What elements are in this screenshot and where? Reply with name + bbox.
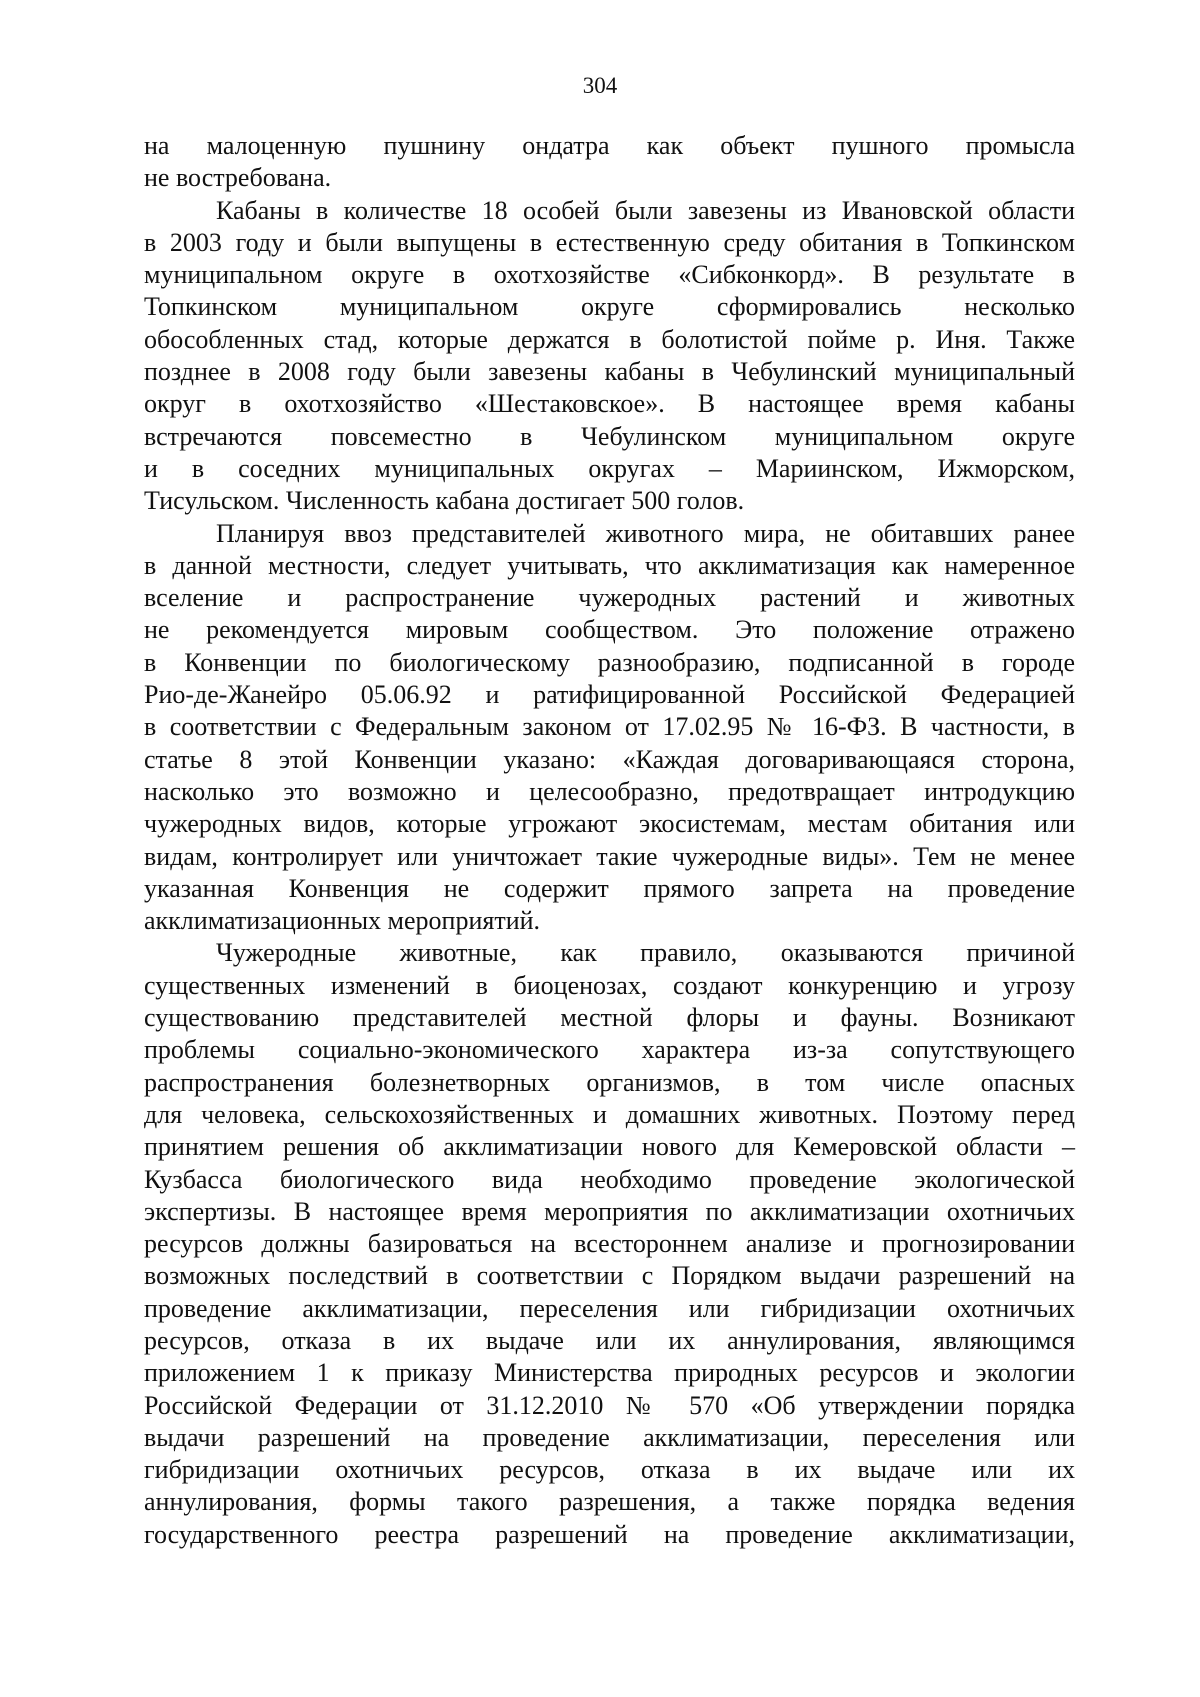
paragraph xyxy=(144,130,1075,195)
text-line: в соответствии с Федеральным законом от 17.02.95 № 16-ФЗ. В частности, в xyxy=(144,712,1075,742)
text-line: акклиматизационных мероприятий. xyxy=(144,906,541,936)
text-line: принятием решения об акклиматизации нового для Кемеровской области – xyxy=(144,1132,1075,1162)
paragraph xyxy=(144,937,1075,1551)
text-line: видам, контролирует или уничтожает такие чужеродные виды». Тем не менее xyxy=(144,841,1075,871)
text-line: обособленных стад, которые держатся в болотистой пойме р. Иня. Также xyxy=(144,324,1075,354)
text-line: и в соседних муниципальных округах – Мариинском, Ижморском, xyxy=(144,453,1075,483)
text-line: Тисульском. Численность кабана достигает 500 голов. xyxy=(144,486,745,516)
text-line: на малоценную пушнину ондатра как объект пушного промысла xyxy=(144,131,1075,160)
text-line: в Конвенции по биологическому разнообразию, подписанной в городе xyxy=(144,647,1075,677)
text-line: выдачи разрешений на проведение акклиматизации, переселения или xyxy=(144,1422,1075,1452)
text-line: распространения болезнетворных организмов, в том числе опасных xyxy=(144,1067,1075,1097)
text-line: аннулирования, формы такого разрешения, а также порядка ведения xyxy=(144,1487,1075,1517)
page-number: 304 xyxy=(582,73,618,98)
text-line: Кабаны в количестве 18 особей были завезены из Ивановской области xyxy=(216,195,1075,225)
text-line: в 2003 году и были выпущены в естественную среду обитания в Топкинском xyxy=(144,227,1075,257)
text-line: ресурсов, отказа в их выдаче или их аннулирования, являющимся xyxy=(144,1325,1075,1355)
text-line: возможных последствий в соответствии с Порядком выдачи разрешений на xyxy=(144,1261,1075,1291)
text-line: существованию представителей местной флоры и фауны. Возникают xyxy=(144,1003,1075,1033)
text-line: Рио-де-Жанейро 05.06.92 и ратифицированной Российской Федерацией xyxy=(144,680,1075,710)
paragraph xyxy=(144,518,1075,938)
text-line: государственного реестра разрешений на проведение акклиматизации, xyxy=(144,1519,1075,1549)
text-line: Кузбасса биологического вида необходимо проведение экологической xyxy=(144,1164,1075,1194)
text-line: проведение акклиматизации, переселения или гибридизации охотничьих xyxy=(144,1293,1075,1323)
text-line: не востребована. xyxy=(144,163,332,193)
text-line: насколько это возможно и целесообразно, предотвращает интродукцию xyxy=(144,776,1075,806)
document-body xyxy=(144,130,1075,1551)
paragraph xyxy=(144,195,1075,518)
text-line: встречаются повсеместно в Чебулинском муниципальном округе xyxy=(144,421,1075,451)
text-line: в данной местности, следует учитывать, что акклиматизация как намеренное xyxy=(144,550,1075,580)
text-line: гибридизации охотничьих ресурсов, отказа в их выдаче или их xyxy=(144,1455,1075,1485)
text-line: существенных изменений в биоценозах, создают конкуренцию и угрозу xyxy=(144,970,1075,1000)
text-line: статье 8 этой Конвенции указано: «Каждая договаривающаяся сторона, xyxy=(144,744,1075,774)
text-line: чужеродных видов, которые угрожают экосистемам, местам обитания или xyxy=(144,809,1075,839)
text-line: Топкинском муниципальном округе сформировались несколько xyxy=(144,292,1075,322)
text-line: указанная Конвенция не содержит прямого запрета на проведение xyxy=(144,873,1075,903)
text-line: Чужеродные животные, как правило, оказываются причиной xyxy=(216,938,1075,968)
text-line: вселение и распространение чужеродных растений и животных xyxy=(144,583,1075,613)
text-line: Российской Федерации от 31.12.2010 № 570 «Об утверждении порядка xyxy=(144,1390,1075,1420)
text-line: Планируя ввоз представителей животного мира, не обитавших ранее xyxy=(216,518,1075,548)
text-line: муниципальном округе в охотхозяйстве «Сибконкорд». В результате в xyxy=(144,260,1075,290)
text-line: экспертизы. В настоящее время мероприятия по акклиматизации охотничьих xyxy=(144,1196,1075,1226)
text-line: для человека, сельскохозяйственных и домашних животных. Поэтому перед xyxy=(144,1099,1075,1129)
text-line: приложением 1 к приказу Министерства природных ресурсов и экологии xyxy=(144,1358,1075,1388)
text-line: проблемы социально-экономического характера из-за сопутствующего xyxy=(144,1035,1075,1065)
text-line: не рекомендуется мировым сообществом. Это положение отражено xyxy=(144,615,1075,645)
text-line: позднее в 2008 году были завезены кабаны в Чебулинский муниципальный xyxy=(144,357,1075,387)
text-line: ресурсов должны базироваться на всестороннем анализе и прогнозировании xyxy=(144,1229,1075,1259)
text-line: округ в охотхозяйство «Шестаковское». В настоящее время кабаны xyxy=(144,389,1075,419)
